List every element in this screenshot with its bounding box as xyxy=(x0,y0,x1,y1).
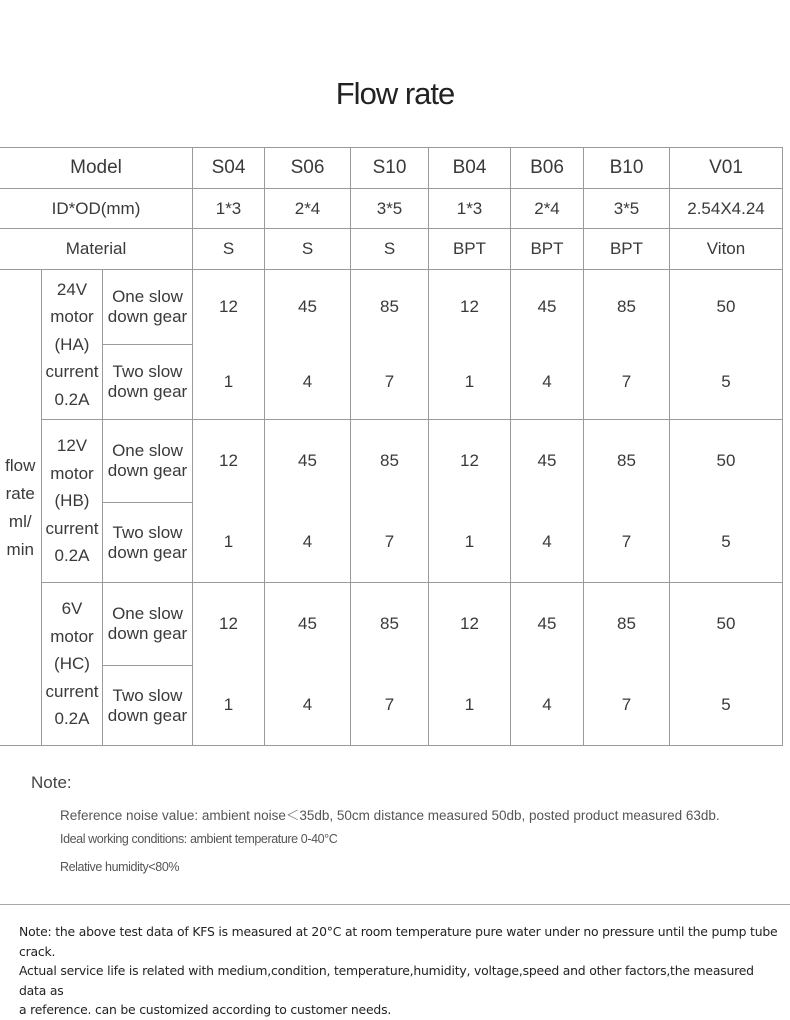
motor-line: (HA) xyxy=(54,334,90,354)
motor-line: current xyxy=(45,681,99,701)
note-line: Relative humidity<80% xyxy=(60,860,180,874)
flow-row xyxy=(0,420,783,503)
flow-value: 12 xyxy=(193,420,265,503)
flow-value: 1 xyxy=(429,345,511,420)
model-label: Model xyxy=(0,148,193,189)
flow-value: 12 xyxy=(193,583,265,666)
motor-label xyxy=(42,270,103,420)
flow-value: 1 xyxy=(193,666,265,746)
id-od-cell: 1*3 xyxy=(429,189,511,229)
gear-line: down gear xyxy=(107,382,188,401)
flow-value: 1 xyxy=(193,345,265,420)
material-cell: BPT xyxy=(429,229,511,270)
gear-line: down gear xyxy=(107,542,188,562)
motor-line: motor xyxy=(50,307,94,327)
flow-value: 4 xyxy=(511,666,584,746)
flow-value: 12 xyxy=(429,270,511,345)
flow-label-line: ml/ xyxy=(8,511,32,531)
footer-line: Actual service life is related with medium,condition, temperature,humidity, voltage,speed and other factors,the measured data as xyxy=(19,963,754,998)
gear-label xyxy=(103,420,193,503)
id-od-label: ID*OD(mm) xyxy=(0,189,193,229)
flow-value: 85 xyxy=(584,270,670,345)
gear-line: Two slow xyxy=(112,685,183,705)
motor-line: 0.2A xyxy=(54,546,90,566)
flow-value: 7 xyxy=(351,666,429,746)
flow-value: 45 xyxy=(511,583,584,666)
gear-line: Two slow xyxy=(112,362,183,381)
flow-value: 45 xyxy=(265,270,351,345)
motor-line: motor xyxy=(50,626,94,646)
material-cell: BPT xyxy=(511,229,584,270)
page-title: Flow rate xyxy=(335,76,455,111)
motor-line: (HB) xyxy=(54,491,90,511)
flow-label-line: rate xyxy=(5,483,35,503)
motor-line: current xyxy=(45,362,99,382)
flow-value: 5 xyxy=(670,666,783,746)
model-row xyxy=(0,148,783,189)
gear-line: down gear xyxy=(107,624,188,643)
flow-value: 1 xyxy=(193,503,265,583)
material-cell: Viton xyxy=(670,229,783,270)
flow-value: 85 xyxy=(351,583,429,666)
note-line: Ideal working conditions: ambient temperature 0-40°C xyxy=(60,832,338,846)
flow-value: 4 xyxy=(265,503,351,583)
gear-line: Two slow xyxy=(112,522,183,542)
flow-rate-label xyxy=(0,270,42,746)
flow-value: 85 xyxy=(584,420,670,503)
flow-value: 7 xyxy=(584,345,670,420)
motor-line: 0.2A xyxy=(54,709,90,729)
model-cell: S04 xyxy=(193,148,265,189)
id-od-cell: 3*5 xyxy=(584,189,670,229)
material-cell: S xyxy=(265,229,351,270)
id-od-cell: 2*4 xyxy=(511,189,584,229)
material-cell: S xyxy=(193,229,265,270)
gear-label xyxy=(103,583,193,666)
motor-line: 0.2A xyxy=(54,389,90,409)
material-row xyxy=(0,229,783,270)
gear-line: One slow xyxy=(112,604,183,623)
divider xyxy=(0,904,790,905)
flow-value: 1 xyxy=(429,503,511,583)
flow-value: 4 xyxy=(511,345,584,420)
flow-row xyxy=(0,345,783,420)
flow-value: 50 xyxy=(670,270,783,345)
gear-line: down gear xyxy=(107,705,188,725)
flow-label-line: min xyxy=(6,539,34,559)
flow-row xyxy=(0,583,783,666)
id-od-cell: 1*3 xyxy=(193,189,265,229)
flow-value: 5 xyxy=(670,503,783,583)
model-cell: V01 xyxy=(670,148,783,189)
model-cell: B04 xyxy=(429,148,511,189)
motor-line: 24V xyxy=(56,279,88,299)
flow-value: 7 xyxy=(584,666,670,746)
flow-value: 45 xyxy=(511,270,584,345)
flow-value: 7 xyxy=(584,503,670,583)
id-od-cell: 2.54X4.24 xyxy=(670,189,783,229)
motor-line: motor xyxy=(50,463,94,483)
flow-value: 85 xyxy=(351,270,429,345)
flow-value: 12 xyxy=(429,583,511,666)
flow-value: 4 xyxy=(265,666,351,746)
motor-line: (HC) xyxy=(54,654,90,674)
flow-value: 12 xyxy=(429,420,511,503)
gear-line: One slow xyxy=(112,287,183,306)
flow-value: 7 xyxy=(351,503,429,583)
motor-label xyxy=(42,583,103,746)
flow-value: 45 xyxy=(511,420,584,503)
gear-label xyxy=(103,666,193,746)
motor-line: current xyxy=(45,518,99,538)
id-od-cell: 3*5 xyxy=(351,189,429,229)
flow-row xyxy=(0,270,783,345)
footer-line: Note: the above test data of KFS is measured at 20°C at room temperature pure water under no pressure until the pump tube crack. xyxy=(19,924,778,959)
flow-value: 4 xyxy=(511,503,584,583)
note-line: Reference noise value: ambient noise＜35db, 50cm distance measured 50db, posted product measured 63db. xyxy=(60,808,720,823)
notes-heading: Note: xyxy=(31,773,72,792)
gear-label xyxy=(103,503,193,583)
model-cell: S06 xyxy=(265,148,351,189)
flow-value: 5 xyxy=(670,345,783,420)
flow-value: 45 xyxy=(265,583,351,666)
flow-value: 4 xyxy=(265,345,351,420)
motor-label xyxy=(42,420,103,583)
footer-note xyxy=(19,922,784,1020)
flow-value: 85 xyxy=(351,420,429,503)
flow-value: 1 xyxy=(429,666,511,746)
flow-value: 12 xyxy=(193,270,265,345)
gear-label xyxy=(103,345,193,420)
flow-value: 85 xyxy=(584,583,670,666)
gear-line: down gear xyxy=(107,307,188,326)
id-od-row xyxy=(0,189,783,229)
model-cell: S10 xyxy=(351,148,429,189)
footer-line: a reference. can be customized according to customer needs. xyxy=(19,1002,392,1017)
flow-value: 50 xyxy=(670,583,783,666)
model-cell: B10 xyxy=(584,148,670,189)
flow-label-line: flow xyxy=(5,455,36,475)
flow-value: 45 xyxy=(265,420,351,503)
gear-line: down gear xyxy=(107,461,188,480)
model-cell: B06 xyxy=(511,148,584,189)
id-od-cell: 2*4 xyxy=(265,189,351,229)
flow-value: 7 xyxy=(351,345,429,420)
flow-row xyxy=(0,503,783,583)
gear-line: One slow xyxy=(112,441,183,460)
flow-rate-table xyxy=(0,147,783,746)
flow-value: 50 xyxy=(670,420,783,503)
motor-line: 6V xyxy=(61,599,83,619)
flow-row xyxy=(0,666,783,746)
gear-label xyxy=(103,270,193,345)
material-cell: S xyxy=(351,229,429,270)
material-label: Material xyxy=(0,229,193,270)
material-cell: BPT xyxy=(584,229,670,270)
motor-line: 12V xyxy=(56,436,88,456)
